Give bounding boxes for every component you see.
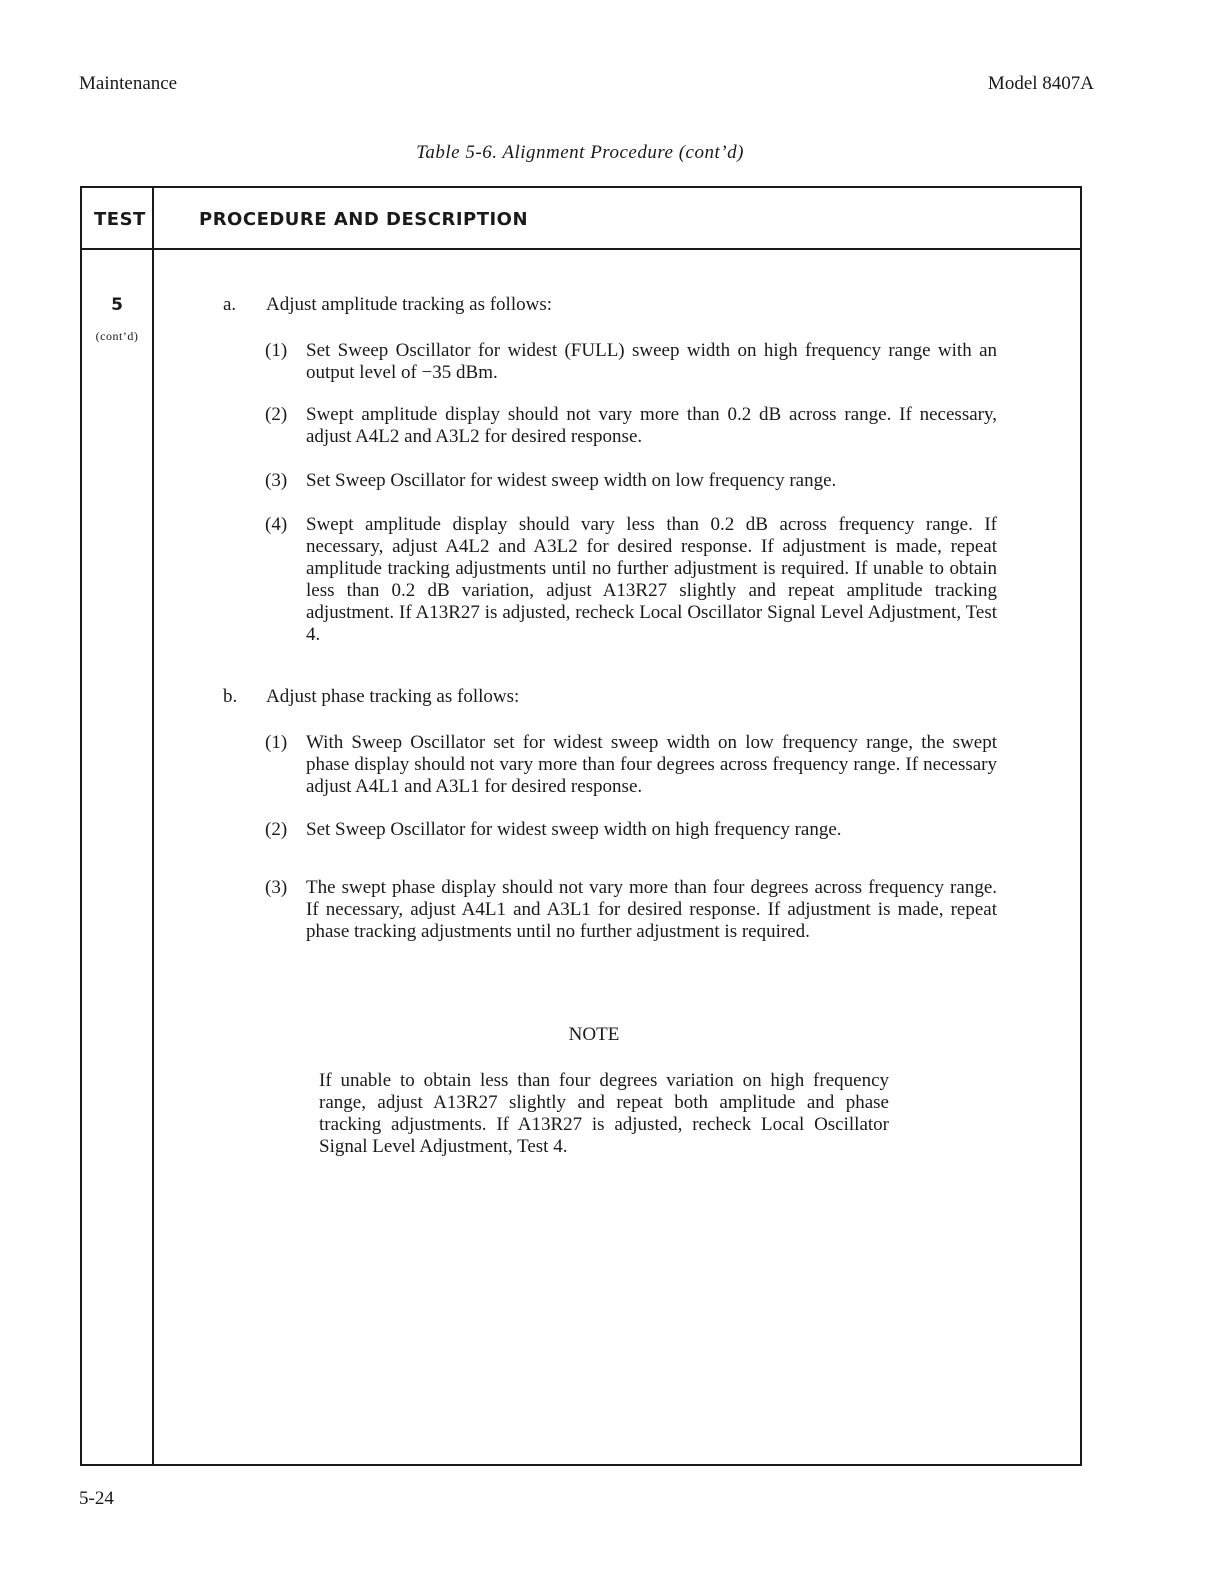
note-text: If unable to obtain less than four degrees variation on high frequency range, adjust A13R27 slightly and repeat both amplitude and phase tracking adjustments. If A13R27 is adjusted, recheck Local Oscillator Signal Level Adjustment, Test 4. [319,1070,889,1157]
column-divider [152,188,154,1464]
item-text: Swept amplitude display should not vary more than 0.2 dB across range. If necessary, adjust A4L2 and A3L2 for desired response. [306,404,997,447]
item-label: (2) [265,819,288,840]
step-a-label: a. [223,294,237,315]
header-row-divider [82,248,1080,250]
item-label: (3) [265,470,288,491]
step-b-text: Adjust phase tracking as follows: [266,686,520,707]
step-a-item-2 [265,404,997,448]
item-label: (4) [265,514,288,535]
step-b-item-3 [265,877,997,943]
step-a-item-3 [265,470,997,492]
column-header-test: TEST [94,209,146,230]
item-label: (2) [265,404,288,425]
step-a-item-1 [265,340,997,384]
item-text: The swept phase display should not vary more than four degrees across frequency range. If necessary, adjust A4L1 and A3L1 for desired response. If adjustment is made, repeat phase tracking adjustments until no further adjustment is required. [306,877,997,942]
table-caption: Table 5-6. Alignment Procedure (cont’d) [416,142,744,163]
item-text: Set Sweep Oscillator for widest sweep width on high frequency range. [306,819,842,840]
alignment-procedure-table [80,186,1082,1466]
item-text: Set Sweep Oscillator for widest (FULL) sweep width on high frequency range with an output level of −35 dBm. [306,340,997,383]
step-a-text: Adjust amplitude tracking as follows: [266,294,553,315]
step-a-item-4 [265,514,997,646]
test-continued-label: (cont’d) [95,329,139,343]
note-title: NOTE [568,1024,620,1045]
step-b-item-1 [265,732,997,798]
step-b-label: b. [223,686,238,707]
page-number: 5-24 [79,1488,114,1509]
item-text: Set Sweep Oscillator for widest sweep width on low frequency range. [306,470,837,491]
item-text: Swept amplitude display should vary less than 0.2 dB across frequency range. If necessary, adjust A4L2 and A3L2 for desired response. If adjustment is made, repeat amplitude tracking adjustments until no further adjustment is required. If unable to obtain less than 0.2 dB variation, adjust A13R27 slightly and repeat amplitude tracking adjustment. If A13R27 is adjusted, recheck Local Oscillator Signal Level Adjustment, Test 4. [306,514,997,645]
header-model-number: Model 8407A [987,73,1094,94]
item-label: (1) [265,732,288,753]
item-label: (3) [265,877,288,898]
test-number: 5 [111,295,123,315]
column-header-procedure: PROCEDURE AND DESCRIPTION [199,209,529,230]
item-label: (1) [265,340,288,361]
item-text: With Sweep Oscillator set for widest sweep width on low frequency range, the swept phase display should not vary more than four degrees across frequency range. If necessary adjust A4L1 and A3L1 for desired response. [306,732,997,797]
header-section-title: Maintenance [79,73,178,94]
step-b-item-2 [265,819,997,841]
